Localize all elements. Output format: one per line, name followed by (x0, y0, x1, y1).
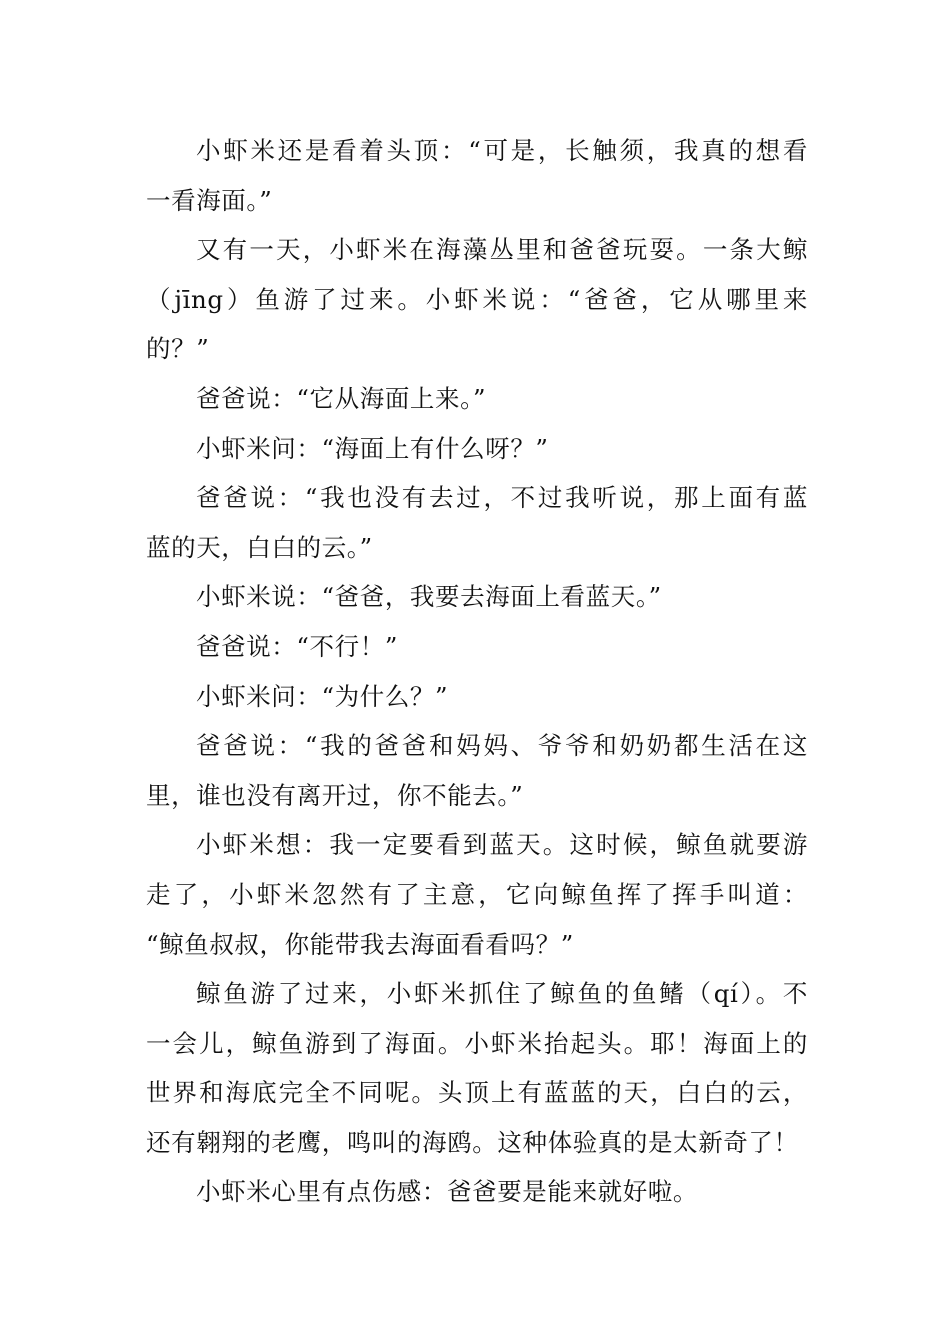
text-line: 走了，小虾米忽然有了主意，它向鲸鱼挥了挥手叫道： (146, 879, 808, 909)
text-line: 小虾米想：我一定要看到蓝天。这时候，鲸鱼就要游 (196, 830, 808, 860)
paragraph (146, 820, 808, 969)
paragraph (146, 622, 808, 672)
paragraph (146, 572, 808, 622)
paragraph (146, 424, 808, 474)
text-line: （jīng）鱼游了过来。小虾米说：“爸爸，它从哪里来 (146, 284, 808, 314)
text-line: 鲸鱼游了过来，小虾米抓住了鲸鱼的鱼鳍（qí）。不 (196, 979, 808, 1009)
text-line: 爸爸说：“它从海面上来。” (196, 383, 487, 413)
paragraph (146, 969, 808, 1167)
paragraph (146, 374, 808, 424)
paragraph (146, 1167, 808, 1217)
text-line: 一看海面。” (146, 185, 273, 215)
text-line: 爸爸说：“我也没有去过，不过我听说，那上面有蓝 (196, 483, 808, 513)
story-body (146, 126, 808, 1217)
text-line: 世界和海底完全不同呢。头顶上有蓝蓝的天，白白的云， (146, 1078, 808, 1108)
paragraph (146, 473, 808, 572)
text-line: “鲸鱼叔叔，你能带我去海面看看吗？” (146, 929, 574, 959)
text-line: 的？” (146, 334, 210, 364)
text-line: 还有翱翔的老鹰，鸣叫的海鸥。这种体验真的是太新奇了！ (146, 1127, 799, 1157)
text-line: 小虾米说：“爸爸，我要去海面上看蓝天。” (196, 582, 662, 612)
text-line: 小虾米还是看着头顶：“可是，长触须，我真的想看 (196, 136, 808, 165)
text-line: 小虾米问：“海面上有什么呀？” (196, 433, 549, 463)
paragraph (146, 126, 808, 225)
text-line: 一会儿，鲸鱼游到了海面。小虾米抬起头。耶！海面上的 (146, 1028, 808, 1058)
text-line: 小虾米心里有点伤感：爸爸要是能来就好啦。 (196, 1177, 698, 1207)
text-line: 爸爸说：“我的爸爸和妈妈、爷爷和奶奶都生活在这 (196, 731, 808, 761)
text-line: 里，谁也没有离开过，你不能去。” (146, 780, 524, 810)
text-line: 小虾米问：“为什么？” (196, 681, 449, 711)
text-line: 爸爸说：“不行！” (196, 631, 398, 661)
paragraph (146, 721, 808, 820)
text-line: 蓝的天，白白的云。” (146, 532, 373, 562)
paragraph (146, 225, 808, 374)
paragraph (146, 672, 808, 722)
text-line: 又有一天，小虾米在海藻丛里和爸爸玩耍。一条大鲸 (196, 235, 808, 265)
